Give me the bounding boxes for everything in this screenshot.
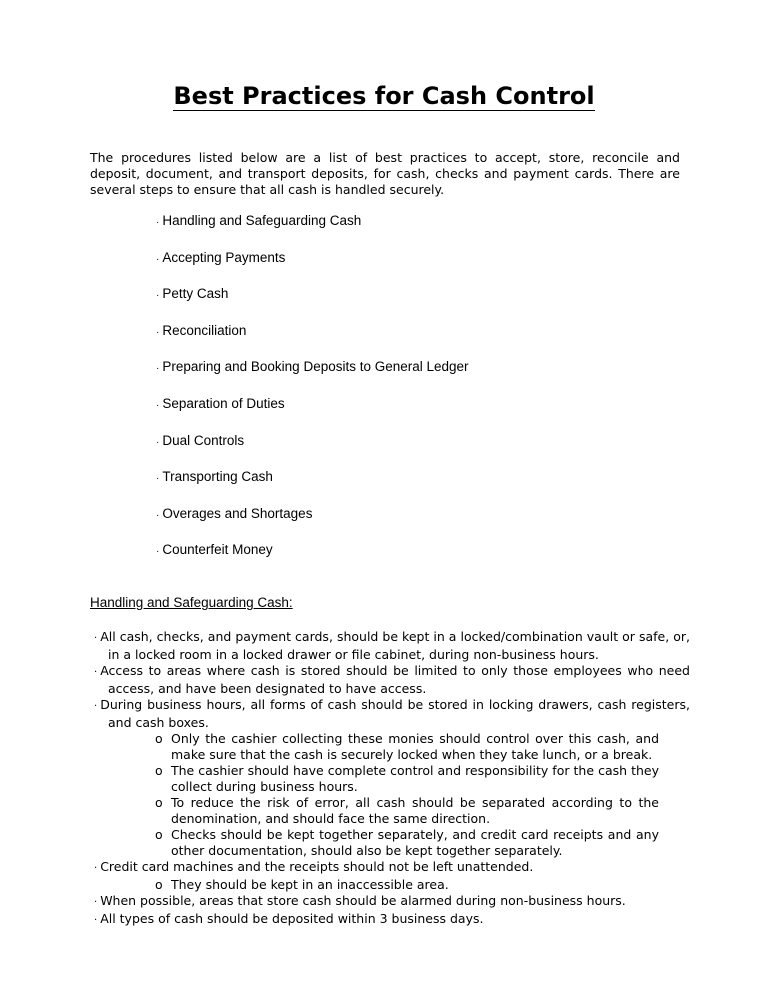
bullet-icon: · [94, 667, 98, 678]
list-item: · Credit card machines and the receipts should not be left unattended. [94, 859, 534, 874]
topic-item: · Preparing and Booking Deposits to General Ledger [156, 359, 469, 375]
bullet-icon: · [94, 897, 98, 908]
topic-item: · Separation of Duties [156, 395, 285, 411]
topic-item: · Transporting Cash [156, 469, 273, 485]
bullet-icon: · [156, 253, 160, 265]
list-item: · All types of cash should be deposited within 3 business days. [94, 911, 484, 926]
list-item: · When possible, areas that store cash should be alarmed during non-business hours. [94, 893, 626, 908]
list-item: · Access to areas where cash is stored should be limited to only those employees who need access, and have been designated to have access. [94, 663, 690, 696]
topic-item: · Counterfeit Money [156, 542, 273, 558]
topic-item: · Overages and Shortages [156, 505, 313, 521]
topic-item: · Accepting Payments [156, 249, 286, 265]
intro-paragraph: The procedures listed below are a list of best practices to accept, store, reconcile and deposit, document, and transport deposits, for cash, checks and payment cards. There are several steps to ensure that all cash is handled securely. [90, 150, 680, 197]
bullet-icon: · [156, 436, 160, 448]
bullet-icon: · [94, 701, 98, 712]
topic-item: · Reconciliation [156, 322, 247, 338]
bullet-icon: · [94, 633, 98, 644]
section-heading: Handling and Safeguarding Cash: [90, 595, 293, 610]
topic-list [156, 212, 469, 578]
bullet-icon: · [156, 217, 160, 228]
bullet-icon: · [156, 399, 160, 411]
sub-bullet-icon: o [155, 763, 163, 778]
list-item: · All cash, checks, and payment cards, should be kept in a locked/combination vault or safe, or, in a locked room in a locked drawer or file cabinet, during non-business hours. [94, 629, 690, 662]
sub-list-item: o The cashier should have complete control and responsibility for the cash they collect during business hours. [155, 763, 659, 794]
sub-bullet-icon: o [155, 795, 163, 810]
sub-list-item: o They should be kept in an inaccessible area. [155, 877, 449, 892]
bullet-icon: · [156, 509, 160, 521]
document-title: Best Practices for Cash Control [173, 82, 595, 110]
topic-item: · Handling and Safeguarding Cash [156, 213, 362, 228]
bullet-icon: · [156, 546, 160, 558]
sub-bullet-icon: o [155, 827, 163, 842]
sub-list-item: o Only the cashier collecting these monies should control over this cash, and make sure that the cash is securely locked when they take lunch, or a break. [155, 731, 659, 762]
bullet-icon: · [156, 326, 160, 338]
sub-list-item: o To reduce the risk of error, all cash should be separated according to the denomination, and should face the same direction. [155, 795, 659, 826]
sub-bullet-icon: o [155, 731, 163, 746]
topic-item: · Dual Controls [156, 432, 245, 448]
bullet-icon: · [156, 290, 160, 302]
bullet-icon: · [156, 363, 160, 375]
bullet-icon: · [156, 473, 160, 485]
section-body [90, 629, 690, 929]
list-item: · During business hours, all forms of cash should be stored in locking drawers, cash registers, and cash boxes. [94, 697, 690, 730]
bullet-icon: · [94, 863, 98, 874]
sub-list-item: o Checks should be kept together separately, and credit card receipts and any other documentation, should also be kept together separately. [155, 827, 659, 858]
topic-item: · Petty Cash [156, 286, 229, 302]
sub-bullet-icon: o [155, 877, 163, 892]
bullet-icon: · [94, 915, 98, 926]
